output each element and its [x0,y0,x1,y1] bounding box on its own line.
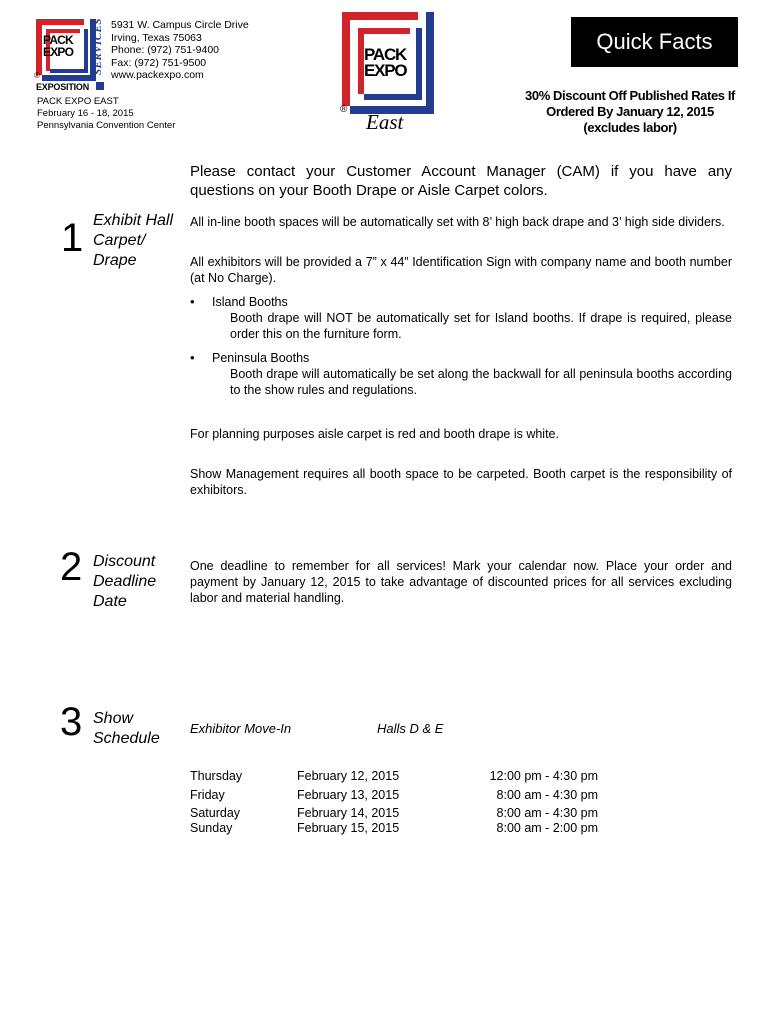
logo-expo-text: EXPO [43,45,74,59]
section-2-number: 2 [60,545,83,589]
address-web: www.packexpo.com [111,69,204,82]
discount-line-2: Ordered By January 12, 2015 [546,104,714,119]
address-fax: Fax: (972) 751-9500 [111,56,207,69]
address-city: Irving, Texas 75063 [111,31,202,44]
schedule-day: Friday [190,788,225,802]
schedule-day: Sunday [190,821,233,835]
section-2-title [93,552,156,612]
bullet-peninsula-heading: Peninsula Booths [212,351,310,365]
schedule-date: February 12, 2015 [297,769,400,783]
logo-reg-mark: ® [34,71,40,80]
section-3-title [93,709,160,749]
section-2-title-line-2: Deadline [93,573,157,590]
show-info-block [37,96,175,132]
logo-blue-square [96,82,104,90]
section-1-title-line-1: Exhibit Hall [93,212,174,229]
logo-exposition-text: EXPOSITION [36,82,90,92]
quick-facts-banner: Quick Facts [571,17,738,67]
address-block [111,19,249,82]
section-2-title-line-3: Date [93,593,127,610]
bullet-peninsula-text: Booth drape will automatically be set along the backwall for all peninsula booths according to the show rules and regulations. [230,367,732,397]
section-3-title-line-2: Schedule [93,730,160,747]
section-1-title [93,211,173,271]
show-venue: Pennsylvania Convention Center [37,120,176,131]
section-2-title-line-1: Discount [93,553,156,570]
address-phone: Phone: (972) 751-9400 [111,44,219,57]
section-1-title-line-2: Carpet/ [93,232,146,249]
discount-line-1: 30% Discount Off Published Rates If [525,88,735,103]
section-3-number: 3 [60,700,83,744]
pack-expo-east-logo [338,8,448,136]
schedule-time: 12:00 pm - 4:30 pm [489,769,598,783]
schedule-time: 8:00 am - 2:00 pm [496,821,598,835]
discount-notice [505,88,755,136]
schedule-day: Saturday [190,806,241,820]
address-street: 5931 W. Campus Circle Drive [111,19,249,31]
section-1-paragraph-1: All in-line booth spaces will be automatically set with 8’ high back drape and 3’ high side dividers. [190,215,725,229]
section-1-number: 1 [61,216,84,260]
schedule-time: 8:00 am - 4:30 pm [496,806,598,820]
bullet-island-heading: Island Booths [212,295,288,309]
schedule-halls-label: Halls D & E [377,721,444,736]
section-1-title-line-3: Drape [93,252,137,269]
logo-east-sub-text: East [366,110,404,134]
show-dates: February 16 - 18, 2015 [37,108,134,119]
section-1-paragraph-4: Show Management requires all booth space to be carpeted. Booth carpet is the responsibility of exhibitors. [190,467,732,497]
section-3-title-line-1: Show [93,710,134,727]
schedule-time: 8:00 am - 4:30 pm [496,788,598,802]
show-name: PACK EXPO EAST [37,96,119,107]
logo-services-vertical: SERVICES [92,17,104,75]
bullet-icon: • [190,350,195,365]
logo-east-expo-text: EXPO [364,61,407,80]
bullet-icon: • [190,294,195,309]
schedule-date: February 13, 2015 [297,788,400,802]
schedule-date: February 15, 2015 [297,821,400,835]
logo-east-reg-mark: ® [340,104,348,115]
schedule-move-in-label: Exhibitor Move-In [190,721,292,736]
pack-expo-services-logo [32,15,110,95]
bullet-island-text: Booth drape will NOT be automatically set for Island booths. If drape is required, please order this on the furniture form. [230,311,732,341]
schedule-day: Thursday [190,769,243,783]
section-1-paragraph-3: For planning purposes aisle carpet is red and booth drape is white. [190,427,559,441]
logo-east-pack-text: PACK [364,45,407,64]
section-2-paragraph: One deadline to remember for all services! Mark your calendar now. Place your order and payment by January 12, 2015 to take advantage of discounted prices for all services excluding labor and material handling. [190,559,732,605]
section-1-paragraph-2: All exhibitors will be provided a 7” x 44” Identification Sign with company name and booth number (at No Charge). [190,255,732,285]
discount-line-3: (excludes labor) [583,120,677,135]
schedule-date: February 14, 2015 [297,806,400,820]
intro-paragraph: Please contact your Customer Account Manager (CAM) if you have any questions on your Booth Drape or Aisle Carpet colors. [190,163,732,199]
logo-pack-text: PACK [43,33,73,47]
